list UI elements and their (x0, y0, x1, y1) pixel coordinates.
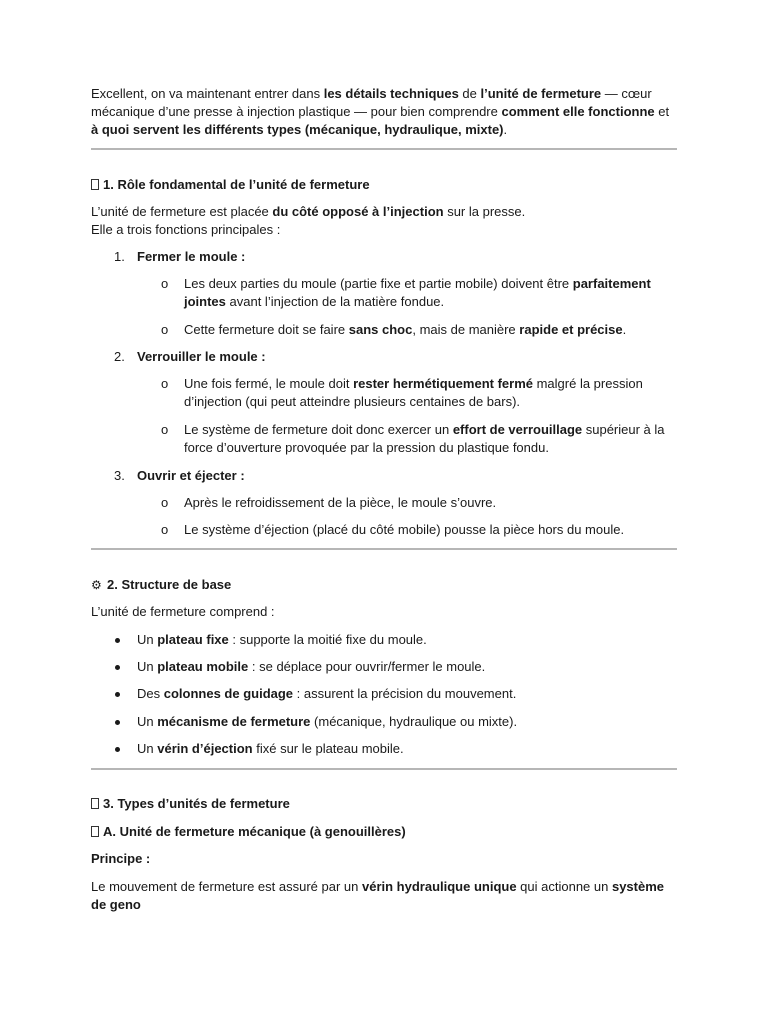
section-2-intro: L’unité de fermeture comprend : (91, 604, 275, 619)
section-3-title: 3. Types d’unités de fermeture (91, 795, 290, 813)
section-3-subtitle: A. Unité de fermeture mécanique (à genouillères) (91, 823, 406, 841)
bullet-icon (115, 720, 120, 725)
list-item: Un plateau fixe : supporte la moitié fixe du moule. (91, 631, 677, 649)
intro-paragraph: Excellent, on va maintenant entrer dans les détails techniques de l’unité de fermeture — cœur mécanique d’une presse à injection plastique — pour bien comprendre comment elle fonctionne et à quoi servent les différents types (mécanique, hydraulique, mixte). (91, 86, 670, 137)
list-item: o Cette fermeture doit se faire sans choc, mais de manière rapide et précise. (161, 322, 627, 337)
section-3-paragraph: Le mouvement de fermeture est assuré par un vérin hydraulique unique qui actionne un système de geno (91, 879, 665, 912)
placeholder-glyph-icon (91, 798, 99, 809)
list-item: Des colonnes de guidage : assurent la précision du mouvement. (91, 685, 677, 703)
placeholder-glyph-icon (91, 826, 99, 837)
list-item: 2. Verrouiller le moule : (114, 349, 266, 364)
bullet-icon (115, 665, 120, 670)
list-item: Un mécanisme de fermeture (mécanique, hydraulique ou mixte). (91, 713, 677, 731)
list-item: o Une fois fermé, le moule doit rester hermétiquement fermé malgré la pression d’injection (qui peut atteindre plusieurs centaines de bars). (161, 376, 643, 409)
list-item: Un plateau mobile : se déplace pour ouvrir/fermer le moule. (91, 658, 677, 676)
section-1-paragraph: L’unité de fermeture est placée du côté opposé à l’injection sur la presse. Elle a trois fonctions principales : (91, 204, 526, 237)
list-item: o Après le refroidissement de la pièce, le moule s’ouvre. (161, 495, 497, 510)
bullet-icon (115, 747, 120, 752)
list-item: 1. Fermer le moule : (114, 249, 246, 264)
placeholder-glyph-icon (91, 179, 99, 190)
list-item: o Le système de fermeture doit donc exercer un effort de verrouillage supérieur à la force d’ouverture provoquée par la pression du plastique fondu. (161, 422, 665, 455)
list-item: o Les deux parties du moule (partie fixe et partie mobile) doivent être parfaitement jointes avant l’injection de la matière fondue. (161, 276, 651, 309)
divider (91, 148, 677, 150)
list-item: Un vérin d’éjection fixé sur le plateau mobile. (91, 740, 677, 758)
section-2-title: ⚙ 2. Structure de base (91, 577, 232, 592)
principe-label: Principe : (91, 851, 151, 866)
section-1-title: 1. Rôle fondamental de l’unité de fermeture (91, 176, 370, 194)
divider (91, 548, 677, 550)
divider (91, 768, 677, 770)
bullet-icon (115, 692, 120, 697)
list-item: 3. Ouvrir et éjecter : (114, 468, 245, 483)
gear-icon: ⚙ (91, 578, 102, 592)
list-item: o Le système d’éjection (placé du côté mobile) pousse la pièce hors du moule. (161, 522, 625, 537)
bullet-icon (115, 638, 120, 643)
